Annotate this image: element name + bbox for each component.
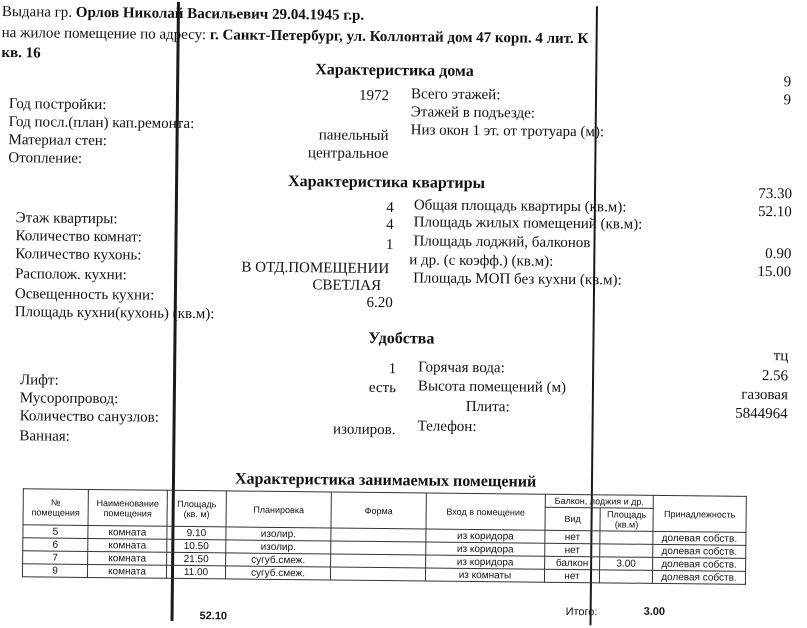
address-prefix: на жилое помещение по адресу: [1, 25, 207, 44]
cell-num: 6 [23, 538, 88, 552]
cell-layout: изолир. [226, 540, 331, 554]
house-label-window-height: Низ окон 1 эт. от тротуара (м): [410, 122, 605, 141]
amen-value-hot-water: тц [773, 348, 789, 365]
col-layout: Планировка [226, 491, 331, 528]
amen-value-stove: газовая [741, 386, 788, 404]
apt-value-kitchen-location: В ОТД.ПОМЕЩЕНИИ [241, 259, 390, 278]
house-label-heating: Отопление: [8, 150, 83, 167]
cell-form [331, 541, 426, 555]
cell-balcony-type: нет [545, 543, 600, 557]
house-value-total-floors: 9 [783, 74, 792, 91]
house-value-year-built: 1972 [358, 87, 390, 105]
cell-entry: из комнаты [425, 568, 544, 582]
col-balcony-area: Площадь (кв.м) [600, 508, 653, 532]
apartment-section-title: Характеристика квартиры [288, 173, 486, 193]
house-value-wall-material: панельный [318, 127, 389, 145]
total-balcony-area: 3.00 [643, 605, 666, 618]
col-entry: Вход в помещение [426, 493, 545, 530]
apt-label-kitchens: Количество кухонь: [15, 246, 142, 264]
apt-label-living-area: Площадь жилых помещений (кв.м): [413, 214, 643, 233]
cell-balcony-area [599, 570, 652, 584]
cell-name: комната [88, 551, 167, 565]
cell-entry: из коридора [426, 529, 545, 543]
apt-value-floor: 4 [386, 200, 394, 217]
amen-label-bathrooms: Количество санузлов: [19, 408, 159, 426]
cell-num: 9 [22, 564, 87, 578]
apt-label-kitchen-light: Освещенность кухни: [14, 286, 155, 304]
cell-balcony-area [600, 531, 653, 545]
house-section-title: Характеристика дома [315, 61, 474, 80]
apt-value-rooms: 4 [386, 217, 394, 234]
cell-balcony-type: балкон [545, 556, 600, 570]
amen-label-ceiling-height: Высота помещений (м) [417, 378, 567, 396]
apt-value-balcony-area: 0.90 [765, 246, 792, 263]
cell-area: 10.50 [167, 539, 226, 553]
house-value-entrance-floors: 9 [783, 92, 792, 109]
apt-value-living-area: 52.10 [757, 203, 792, 221]
apt-value-kitchens: 1 [385, 237, 394, 254]
cell-num: 7 [23, 551, 88, 565]
apt-label-balcony-area-1: Площадь лоджий, балконов [413, 233, 591, 252]
house-label-wall-material: Материал стен: [8, 132, 108, 150]
col-balcony-group: Балкон, лоджия и др. [545, 494, 653, 508]
col-name: Наименование помещения [88, 489, 167, 526]
house-label-year-built: Год постройки: [8, 96, 107, 114]
cell-ownership: долевая собств. [653, 531, 746, 545]
cell-layout: изолир. [226, 527, 331, 541]
cell-form [331, 554, 426, 568]
amen-label-hot-water: Горячая вода: [418, 359, 505, 377]
cell-ownership: долевая собств. [653, 544, 746, 558]
apt-label-common-area: Площадь МОП без кухни (кв.м): [413, 270, 622, 289]
col-num: № помещения [23, 489, 88, 526]
cell-ownership: долевая собств. [652, 570, 745, 584]
cell-entry: из коридора [426, 555, 545, 569]
total-area: 52.10 [199, 610, 228, 623]
cell-balcony-area [600, 544, 653, 558]
cell-ownership: долевая собств. [653, 557, 746, 571]
apt-label-kitchen-area: Площадь кухни(кухонь) (кв.м): [14, 304, 215, 323]
col-form: Форма [331, 492, 426, 529]
apt-label-balcony-area-2: и др. (с коэфф.) (кв.м): [409, 252, 554, 270]
apt-label-kitchen-location: Располож. кухни: [15, 266, 127, 284]
apt-value-total-area: 73.30 [758, 185, 793, 203]
issued-to-prefix: Выдана гр. [1, 4, 73, 21]
cell-balcony-type: нет [544, 569, 599, 583]
cell-area: 11.00 [166, 565, 225, 579]
apt-label-rooms: Количество комнат: [15, 228, 142, 246]
cell-area: 9.10 [167, 526, 226, 540]
amen-label-stove: Плита: [465, 398, 510, 416]
address-line [2, 25, 589, 47]
apt-label-total-area: Общая площадь квартиры (кв.м): [413, 197, 627, 216]
cell-name: комната [88, 538, 167, 552]
apt-value-kitchen-area: 6.20 [366, 294, 393, 312]
house-label-total-floors: Всего этажей: [410, 86, 501, 104]
amen-value-phone: 5844964 [735, 405, 788, 423]
cell-form [331, 528, 426, 542]
col-ownership: Принадлежность [653, 495, 746, 532]
cell-area: 21.50 [167, 552, 226, 566]
apt-label-floor: Этаж квартиры: [15, 210, 118, 228]
amen-label-lift: Лифт: [19, 372, 59, 389]
amen-label-chute: Мусоропровод: [19, 390, 119, 408]
address-value: г. Санкт-Петербург, ул. Коллонтай дом 47 корп. 4 лит. К [209, 27, 589, 48]
apt-value-kitchen-light: СВЕТЛАЯ [312, 277, 382, 295]
apartment-number: кв. 16 [1, 45, 41, 62]
cell-form [330, 567, 425, 581]
rooms-section-title: Характеристика занимаемых помещений [234, 470, 537, 491]
amen-value-ceiling-height: 2.56 [761, 367, 789, 385]
cell-balcony-area: 3.00 [600, 557, 653, 571]
total-label: Итого: [565, 605, 598, 619]
cell-balcony-type: нет [545, 530, 600, 544]
cell-layout: сугуб.смеж. [226, 553, 331, 567]
house-label-last-repair: Год посл.(план) кап.ремонта: [8, 114, 195, 133]
issued-to-name: Орлов Николай Васильевич 29.04.1945 г.р. [75, 4, 365, 24]
cell-layout: сугуб.смеж. [225, 566, 330, 580]
house-label-entrance-floors: Этажей в подъезде: [410, 104, 536, 122]
cell-name: комната [88, 525, 167, 539]
rooms-table [22, 488, 747, 585]
amenities-section-title: Удобства [368, 329, 435, 348]
issued-to-line [2, 4, 364, 24]
amen-label-phone: Телефон: [417, 418, 477, 436]
col-balcony-type: Вид [545, 507, 600, 531]
cell-name: комната [87, 564, 166, 578]
amen-label-bath: Ванная: [19, 428, 70, 445]
amen-value-chute: есть [368, 379, 397, 397]
cell-entry: из коридора [426, 542, 545, 556]
house-value-heating: центральное [307, 145, 389, 163]
cell-num: 5 [23, 525, 88, 539]
amen-value-lift: 1 [388, 361, 397, 378]
amen-value-bath: изолиров. [332, 421, 396, 439]
apt-value-common-area: 15.00 [757, 263, 792, 281]
col-area: Площадь (кв. м) [167, 490, 226, 527]
